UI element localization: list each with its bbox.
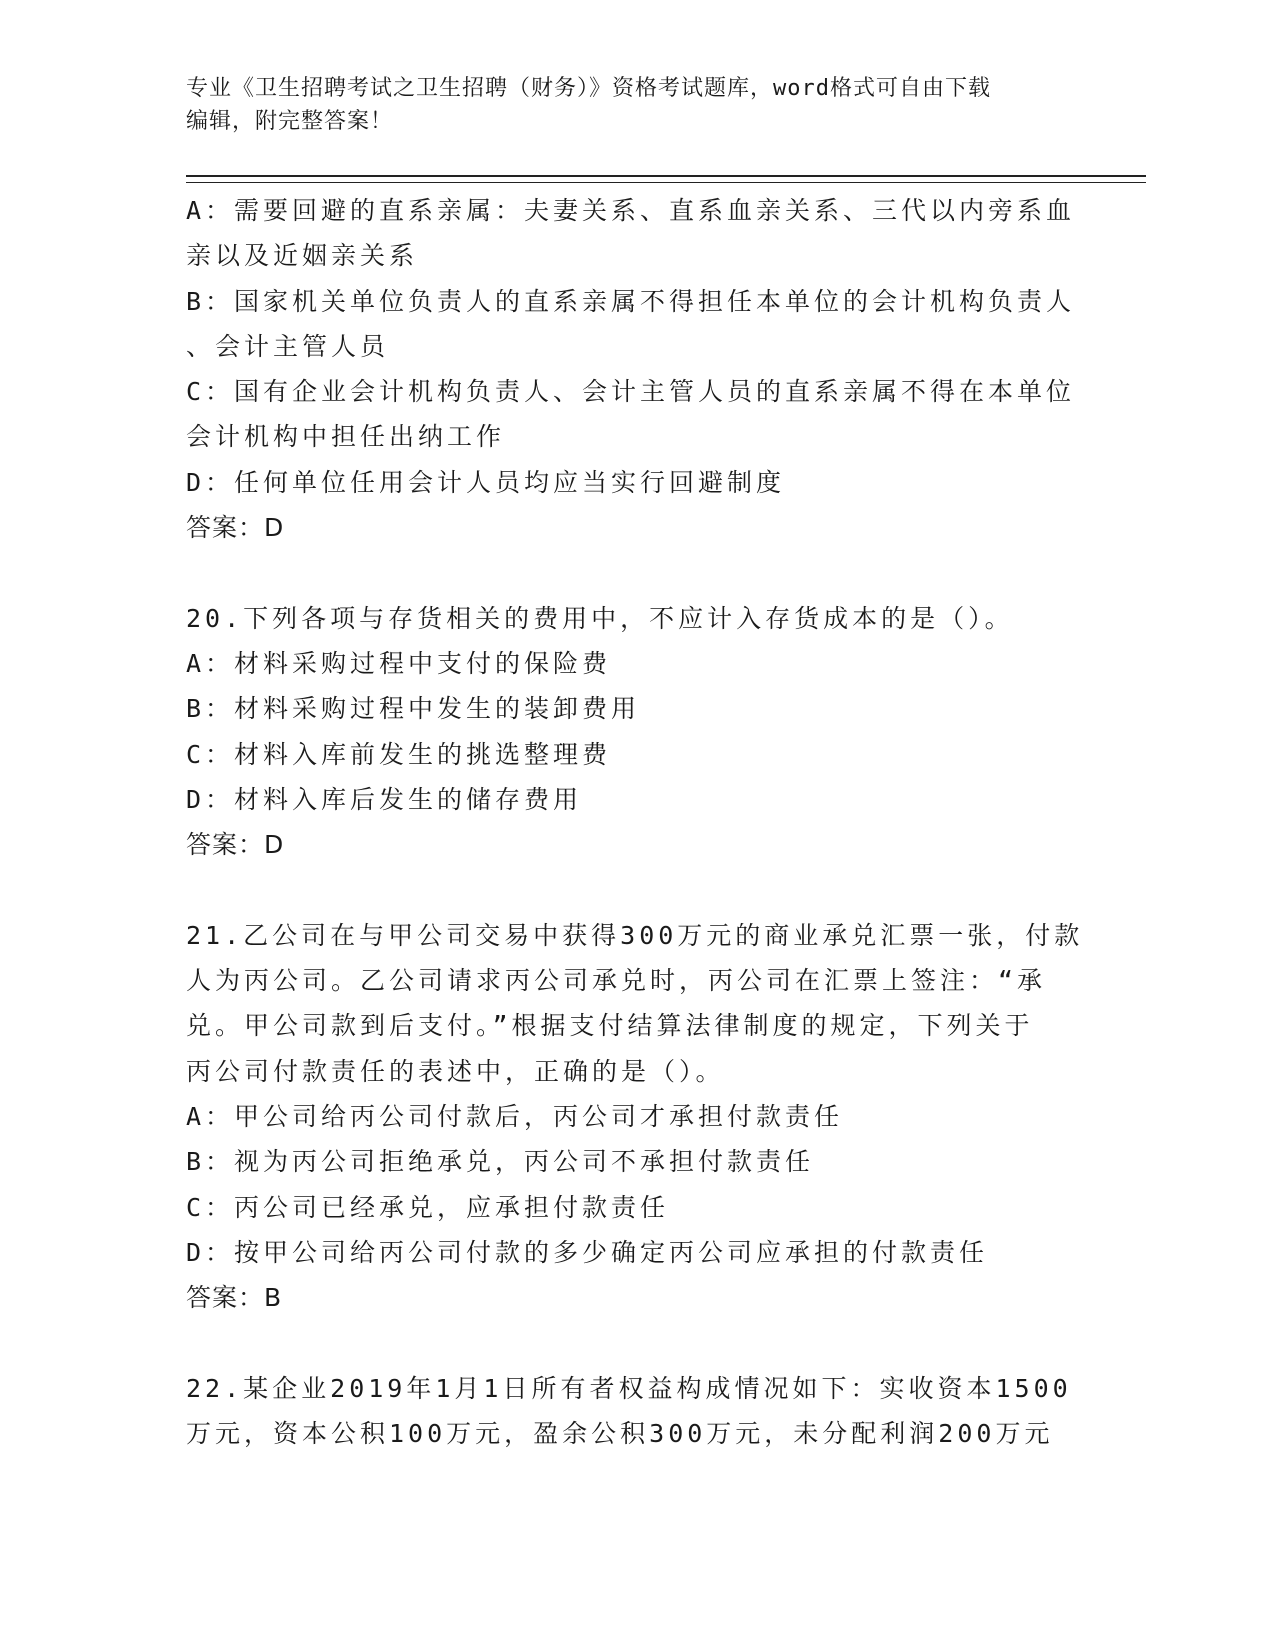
spacer <box>186 1320 1066 1365</box>
question-stem-continued: 兑。甲公司款到后支付。”根据支付结算法律制度的规定，下列关于 <box>186 1011 1034 1041</box>
option-c: C：国有企业会计机构负责人、会计主管人员的直系亲属不得在本单位 <box>186 377 1076 407</box>
option-a: A：甲公司给丙公司付款后，丙公司才承担付款责任 <box>186 1101 844 1131</box>
question-stem-continued: 丙公司付款责任的表述中，正确的是（）。 <box>186 1056 725 1086</box>
option-d: D：材料入库后发生的储存费用 <box>186 784 583 814</box>
spacer <box>186 867 1066 912</box>
question-list <box>186 188 1084 1456</box>
question-21 <box>186 913 1084 1321</box>
question-stem-continued: 人为丙公司。乙公司请求丙公司承兑时，丙公司在汇票上签注：“承 <box>186 966 1047 996</box>
question-19 <box>186 188 1076 550</box>
option-b-continued: 、会计主管人员 <box>186 331 390 361</box>
question-stem-continued: 万元，资本公积100万元，盈余公积300万元，未分配利润200万元 <box>186 1419 1054 1449</box>
option-d: D：按甲公司给丙公司付款的多少确定丙公司应承担的付款责任 <box>186 1237 989 1267</box>
option-a-continued: 亲以及近姻亲关系 <box>186 241 419 271</box>
answer: 答案：D <box>186 830 285 860</box>
option-b: B：材料采购过程中发生的装卸费用 <box>186 694 641 724</box>
option-a: A：需要回避的直系亲属：夫妻关系、直系血亲关系、三代以内旁系血 <box>186 196 1076 225</box>
answer: 答案：D <box>186 513 285 543</box>
header-line-2: 编辑，附完整答案！ <box>186 109 394 134</box>
option-b: B：视为丙公司拒绝承兑，丙公司不承担付款责任 <box>186 1147 815 1177</box>
option-c: C：材料入库前发生的挑选整理费 <box>186 739 612 769</box>
option-c-continued: 会计机构中担任出纳工作 <box>186 422 506 452</box>
header-divider-thick <box>186 175 1146 177</box>
question-22 <box>186 1366 1072 1457</box>
header-divider-thin <box>186 182 1146 183</box>
document-header <box>186 72 1086 138</box>
answer: 答案：B <box>186 1283 283 1313</box>
header-line-1: 专业《卫生招聘考试之卫生招聘（财务）》资格考试题库，word格式可自由下载 <box>186 76 991 101</box>
option-d: D：任何单位任用会计人员均应当实行回避制度 <box>186 467 786 497</box>
question-20 <box>186 596 1066 868</box>
question-stem: 22.某企业2019年1月1日所有者权益构成情况如下：实收资本1500 <box>186 1373 1072 1403</box>
option-b: B：国家机关单位负责人的直系亲属不得担任本单位的会计机构负责人 <box>186 286 1076 316</box>
option-a: A：材料采购过程中支付的保险费 <box>186 648 612 678</box>
option-c: C：丙公司已经承兑，应承担付款责任 <box>186 1192 670 1222</box>
question-stem: 20.下列各项与存货相关的费用中，不应计入存货成本的是（）。 <box>186 603 1014 633</box>
question-stem: 21.乙公司在与甲公司交易中获得300万元的商业承兑汇票一张，付款 <box>186 920 1084 950</box>
spacer <box>186 550 1066 595</box>
